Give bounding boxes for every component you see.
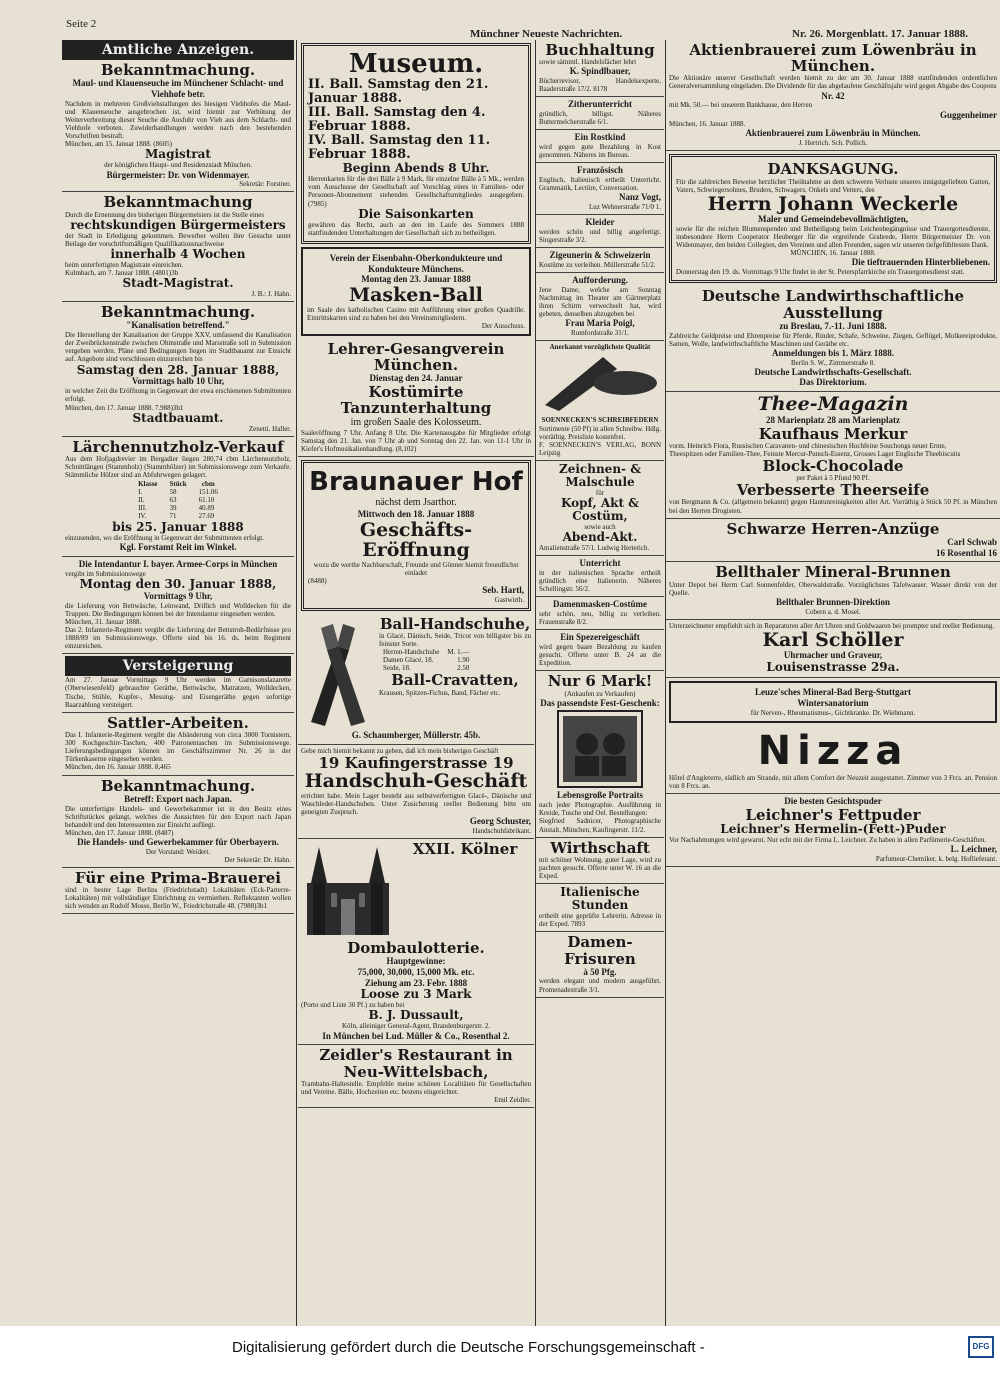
ad-title: Aufforderung. <box>572 275 628 286</box>
ad-subject: Kopf, Akt & Costüm, <box>561 496 639 523</box>
ad-signature: Bellthaler Brunnen-Direktion <box>776 596 890 607</box>
ad-signature: Seb. Hartl, <box>482 585 524 596</box>
ad-name: Carl Schwab <box>947 536 997 547</box>
table-cell: 40.89 <box>198 504 215 513</box>
ad-body: mit schöner Wohnung, guter Lage, wird zu pachten gesucht. Offerte unter W. 16 an die Exped. <box>539 855 661 881</box>
ad-loewenbraeu <box>666 40 1000 151</box>
column-classifieds <box>536 40 664 1326</box>
ad-date: Mittwoch den 18. Januar 1888 <box>357 508 475 519</box>
digitization-footer <box>0 1326 1000 1379</box>
ad-title: Anerkannt vorzüglichste Qualität <box>549 343 651 352</box>
notice-mayor <box>62 192 294 302</box>
ad-signature: Handschuhfabrikant. <box>472 826 531 835</box>
ad-title: Zigeunerin & Schweizerin <box>549 250 651 261</box>
notice-subject: "Kanalisation betreffend." <box>126 320 230 331</box>
ad-title: Bellthaler Mineral-Brunnen <box>715 563 951 582</box>
ad-title: Italienische Stunden <box>560 885 640 913</box>
cathedral-illustration <box>303 843 393 938</box>
ad-date: Dienstag den 24. Januar <box>369 373 463 384</box>
notice-canal <box>62 302 294 437</box>
page-number: Seite 2 <box>66 18 97 30</box>
notice-highlight: innerhalb 4 Wochen <box>110 246 246 261</box>
ad-title: Aktienbrauerei zum Löwenbräu in München. <box>689 41 977 76</box>
notice-body: Aus dem Hofjagdrevier im Bergadier liegen 280,74 cbm Lärchennutzholz, Schnittlängen (Stammholz) (Stammhölzer) im Submissionswege zum Verkaufe. Stämmliche Hölzer sind an Abfuhrwegen gelagert. <box>65 454 291 480</box>
ad-price: per Paket à 5 Pfund 90 Pf. <box>796 474 870 483</box>
notice-title: DANKSAGUNG. <box>767 160 899 179</box>
dfg-logo: DFG <box>968 1336 994 1358</box>
table-row <box>132 488 224 496</box>
notice-place: München, den 16. Januar 1888. 8,465 <box>65 763 171 772</box>
ad-address: Siegfried Sadnicer, Photographische Anstalt, München, Kaufingerstr. 11/2. <box>539 817 661 834</box>
notice-title: Lärchennutzholz-Verkauf <box>72 437 284 456</box>
ad-title: Ball-Cravatten, <box>391 671 519 690</box>
table-cell: 27.69 <box>198 512 215 521</box>
ad-glove-shop <box>298 745 534 839</box>
ad-body: wird gegen baare Bezahlung zu kaufen gesucht. Offerte unter B. 24 an die Expedition. <box>539 643 661 668</box>
column-rule <box>296 40 297 1326</box>
ad-body: Gebe mich hiemit bekannt zu geben, daß ich mein bisheriges Geschäft <box>301 746 499 755</box>
issue-info: Nr. 26. Morgenblatt. 17. Januar 1888. <box>792 28 968 40</box>
notice-body: sowie für die reichen Blumenspenden und Betheiligung beim Leichenbegängnisse und Trauergottesdienste, insbesondere Herrn Cooperator Heuberger für die ergreifende Grabrede, Herrn Bürgermeister Dr. von Widenmayer, den beiden Collegien, den Vereinen und allen Freunden, sagen wir unseren tiefgefühltesten Dank. <box>676 225 990 250</box>
ad-body: in Glacé, Dänisch, Seide, Tricot von billigster bis zu feinster Sorte. <box>379 632 531 649</box>
ad-title: Nur 6 Mark! <box>547 672 653 691</box>
ad-body: im Saale des katholischen Casino mit Aufführung einer großen Quadrille. Eintrittskarten sind zu haben bei den Vereinsmitgliedern. <box>307 305 525 322</box>
price-row <box>379 648 473 656</box>
notice-signature: Magistrat <box>145 147 211 162</box>
ad-title: Wirthschaft <box>550 838 650 857</box>
notice-body: Am 27. Januar Vormittags 9 Uhr werden im Garnisonslazarette (Oberwiesenfeld) gebrauchte Geräthe, Bettwäsche, Matratzen, Wolldecken, Tische, Stühle, Kupfer-, Messing- und Eisengeräthe gegen sofortige Baarzahlung versteigert. <box>65 676 291 709</box>
notice-body: Durch die Ernennung des bisherigen Bürgermeisters ist die Stelle eines <box>65 210 265 219</box>
ad-address: Berlin S. W., Zimmerstraße 8. <box>791 358 875 367</box>
ad-title: Nizza <box>757 727 909 774</box>
ad-body: wird gegen gute Bezahlung in Kost genommen. Näheres im Bureau. <box>539 143 661 160</box>
notice-time: Vormittags halb 10 Uhr, <box>131 376 225 387</box>
ad-subtitle: Wintersanatorium <box>797 697 869 708</box>
ad-title: Unterricht <box>579 558 621 569</box>
ad-price: à 50 Pfg. <box>583 966 617 977</box>
ad-agricultural-exhibition <box>666 286 1000 392</box>
ad-signature: Emil Zeidler. <box>494 1095 531 1104</box>
ad-body: werden schön und billig angefertigt. Singerstraße 3/2. <box>539 228 661 245</box>
notice-signature: Kgl. Forstamt Reit im Winkel. <box>119 542 237 553</box>
notice-body: Die unterfertigte Handels- und Gewerbekammer ist in den Besitz eines Schriftstückes gelangt, welches die Aussichten für den Export nach Japan behandelt und den Interessenten zur Einsicht aufliegt. <box>65 804 291 829</box>
notice-body: der Stadt in Erledigung gekommen. Bewerber wollen ihre Gesuche unter Beilage der vorschriftsmäßigen Qualifikationsnachweise <box>65 231 291 248</box>
ad-title: XXII. Kölner Dombaulotterie. <box>347 839 518 957</box>
ad-body: Kostüme zu verleihen. Müllerstraße 51/2. <box>539 261 656 270</box>
notice-signature: Der Sekretär: Dr. Hahn. <box>224 855 291 864</box>
ad-name: Nanz Vogt, <box>618 192 661 203</box>
notice-signature: Stadt-Magistrat. <box>122 276 234 291</box>
notice-signature: Die tieftrauernden Hinterbliebenen. <box>851 257 990 268</box>
price-item: Herren-Handschuhe <box>383 648 440 657</box>
notice-foot-mouth <box>62 60 294 192</box>
ad-address: Amalienstraße 57/1. Ludwig Herterich. <box>539 543 650 552</box>
price-value: M. 1.— <box>447 648 470 657</box>
ad-signature: J. Hertrich. Sch. Pollich. <box>798 139 868 148</box>
notice-date: Kulmbach, am 7. Januar 1888. (4801)3b <box>65 268 179 277</box>
price-item: Damen Glacé, 18. <box>383 656 434 665</box>
ad-body: Bücherrevisor, Handelsexperte, Baaderstraße 17/2. 8178 <box>539 77 661 94</box>
notice-subject: Maul- und Klauenseuche im Münchener Schlacht- und Viehhofe betr. <box>72 78 284 99</box>
ad-umbrella-notice <box>536 273 664 341</box>
price-value: 2.50 <box>457 664 470 673</box>
notice-signature: Stadtbauamt. <box>132 410 224 425</box>
ad-body: in der italienischen Sprache ertheilt gründlich eine Italienerin. Näheres Schellingstr. 56/2. <box>539 568 661 594</box>
ad-title: Zeichnen- & Malschule <box>558 461 642 489</box>
ad-signature: Gastwirth. <box>494 595 524 604</box>
ad-title: Deutsche Landwirthschaftliche Ausstellung <box>701 287 965 322</box>
ad-subtitle: zu Breslau, 7.-11. Juni 1888. <box>779 320 887 331</box>
ad-title: Damenmasken-Costüme <box>553 599 647 610</box>
price-value: 1.90 <box>457 656 470 665</box>
ad-body: Theespitzen oder Familien-Thee, Feinste Mercur-Punsch-Essenz, Grosses Lager Englische Theebiscuits <box>669 449 961 458</box>
price-item: Seide, 18. <box>383 664 411 673</box>
ad-place: im großen Saale des Kolosseum. <box>350 416 482 428</box>
ad-ref: (8488) <box>308 576 327 585</box>
table-row <box>132 480 224 488</box>
ad-date: Montag den 23. Januar 1888 <box>361 274 471 285</box>
ad-title: Thee-Magazin <box>757 393 909 416</box>
ad-tea-shop <box>666 392 1000 518</box>
notice-body: Nachdem in mehreren Großviehstallungen des hiesigen Viehhofes die Maul- und Klauenseuche ausgebrochen ist, wird hiemit zur Verhütung der Weiterverbreitung dieser Seuche die Ausfuhr von Vieh aus dem Schlacht- und Viehhofe verboten. Zuwiderhandlungen werden nach den bestehenden Vorschriften bestraft. <box>65 99 291 141</box>
notice-title: Versteigerung <box>65 656 291 676</box>
ad-title: Buchhaltung <box>545 41 655 59</box>
ad-title: Ein Rostkind <box>574 132 626 143</box>
ad-ball-gloves <box>298 614 534 745</box>
notice-title: Bekanntmachung. <box>100 61 256 79</box>
ad-address: Louisenstrasse 29a. <box>766 660 900 675</box>
ad-soennecken-pens <box>536 341 664 461</box>
ad-body: errichtet habe. Mein Lager besteht aus selbstverfertigten Glacé-, Dänische und Waschleder-Handschuhen. Unter Zusicherung reeller Bedienung bitte um geneigten Zuspruch. <box>301 791 531 816</box>
notice-title: Bekanntmachung. <box>100 776 256 795</box>
price-row <box>379 656 473 664</box>
ad-nizza-hotel <box>666 726 1000 794</box>
ad-address: Luz Wehnerstraße 71/0 1. <box>588 203 661 212</box>
notice-larch-timber <box>62 437 294 557</box>
ad-museum <box>301 43 531 244</box>
ad-place: München, 16. Januar 1888. <box>669 120 746 129</box>
table-cell: I. <box>138 488 143 497</box>
notice-place: München, den 17. Januar 1888. (8487) <box>65 828 174 837</box>
ad-subtitle: (Ankaufen zu Verkaufen) <box>564 689 636 698</box>
ad-title: Verein der Eisenbahn-Oberkondukteure und Kondukteure Münchens. <box>329 252 503 274</box>
ad-address: 16 Rosenthal 16 <box>935 547 997 558</box>
notice-title: Die Intendantur I. bayer. Armee-Corps in München <box>78 559 278 570</box>
ad-ladies-costumes <box>536 597 664 630</box>
ball-date: IV. Ball. Samstag den 11. Februar 1888. <box>308 133 491 163</box>
notice-highlight: rechtskundigen Bürgermeisters <box>70 217 286 232</box>
table-cell: 71 <box>169 512 177 521</box>
notice-body: die Lieferung von Bettwäsche, Leinwand, Drillich und Wolldecken für die Truppen. Die Bedingungen können bei der Intendantur eingesehen werden. <box>65 601 291 618</box>
ad-event: Kostümirte Tanzunterhaltung <box>340 383 492 418</box>
column-commercial <box>666 40 1000 1326</box>
notice-body: vergibt im Submissionswege <box>65 569 146 578</box>
ad-subtitle: Hauptgewinne: <box>386 956 446 967</box>
notice-signature: Die Handels- und Gewerbekammer für Oberbayern. <box>77 836 279 847</box>
ad-railway-ball <box>301 247 531 336</box>
ad-seller: B. J. Dussault, <box>368 1008 464 1023</box>
ad-zither <box>536 97 664 130</box>
ad-body: Sortimente (50 Pf) in allen Schreibw. Hdlg. vorräthig. Preisliste kostenfrei. <box>539 424 661 441</box>
ad-signature: G. Schaumberger, Müllerstr. 45b. <box>351 730 481 740</box>
ad-art-school <box>536 461 664 556</box>
ad-title: Schwarze Herren-Anzüge <box>726 519 940 538</box>
notice-saddler <box>62 713 294 776</box>
ad-body: mit Mk. 50.— bei unserem Bankhause, den Herren <box>669 101 813 110</box>
table-row <box>132 504 224 512</box>
ad-body: Vor Nachahmungen wird gewarnt. Nur echt mit der Firma L. Leichner. Zu haben in allen Parfümerie-Geschäften. <box>669 836 987 845</box>
ad-address: Köln, alleiniger General-Agent, Brandenburgerstr. 2. <box>342 1022 490 1031</box>
table-row <box>132 512 224 520</box>
ad-body: nach jeder Photographie. Ausführung in Kreide, Tusche und Oel. Bestellungen: <box>539 801 661 818</box>
ad-subject: Abend-Akt. <box>562 530 638 545</box>
notice-thanks <box>669 154 997 283</box>
ad-subtitle: Uhrmacher und Graveur, <box>783 650 883 661</box>
ad-italian-hours <box>536 884 664 932</box>
notice-body: in welcher Zeit die Eröffnung in Gegenwart der etwa erschienenen Submittenten erfolgt. <box>65 387 291 404</box>
notice-body: Das I. Infanterie-Regiment vergibt die Abänderung von circa 3000 Tornistern, 300 Kochgeschirr-Taschen, 400 Patronentaschen im Submissionswege. Lieferungsbedingungen können im Geschäftszimmer Nr. 26 in der Türkenkaserne eingesehen werden. <box>65 730 291 764</box>
ad-product: Leichner's Hermelin-(Fett-)Puder <box>720 822 946 837</box>
notice-deadline: bis 25. Januar 1888 <box>112 520 244 535</box>
table-cell: II. <box>138 496 145 505</box>
ad-body: Zahlreiche Geldpreise und Ehrenpreise für Pferde, Rinder, Schafe, Schweine, Ziegen, Geflügel, Molkereiprodukte, Samen, Wolle, landwirthschaftliche Maschinen und Geräthe etc. <box>669 331 997 348</box>
ad-body: Saaleröffnung 7 Uhr. Anfang 8 Uhr. Die Kartenausgabe für Mitglieder erfolgt Samstag den 21. Jan. von 7 Uhr ab und Sonntag den 22. Jan. von 11-1 Uhr in Kiefer's Hofmusikalienhandlung. (8,102) <box>301 428 531 453</box>
notice-title: Bekanntmachung. <box>100 303 256 322</box>
ad-body: Unter Depot bei Herrn Carl Sonnenfelder, Oberwaldstraße. Vorzüglichstes Tafelwasser. Wasser direkt von der Quelle. <box>669 580 997 597</box>
notice-time: Vormittags 9 Uhr, <box>143 590 213 601</box>
ad-braunauer-hof <box>301 460 531 611</box>
ad-face-powder <box>666 794 1000 867</box>
table-cell: cbm <box>201 480 215 489</box>
page-header <box>0 0 1000 40</box>
notice-footnote: Donnerstag den 19. ds. Vormittags 9 Uhr findet in der St. Peterspfarrkirche ein Trauergottesdienst statt. <box>676 268 965 277</box>
ball-date: III. Ball. Samstag den 4. Februar 1888. <box>308 105 486 135</box>
ad-body: von Bergmann & Co. (allgemein bekannt) gegen Hautunreinigkeiten aller Art. Vorräthig à Stück 50 Pf. in München bei den Herren Drogisten. <box>669 498 997 515</box>
ad-signature: Der Ausschuss. <box>481 321 525 330</box>
table-cell: 58 <box>169 488 177 497</box>
column-events <box>298 40 534 1326</box>
ad-body: Die Aktionäre unserer Gesellschaft werden hiemit zu der am 30. Januar 1888 stattfindenden ordentlichen Generalversammlung eingeladen. Die Dividende für das abgelaufene Geschäftsjahr wird gegen Abgabe des Coupons <box>669 74 997 91</box>
portrait-illustration <box>557 710 643 788</box>
ad-highlight: Die Saisonkarten <box>358 206 474 221</box>
ball-date: II. Ball. Samstag den 21. Januar 1888. <box>308 77 489 107</box>
ad-title: Lehrer-Gesangverein München. <box>327 340 505 375</box>
table-cell: 63 <box>169 496 177 505</box>
ad-brewery-premises <box>62 868 294 915</box>
ad-body: gewähren das Recht, auch an den im Laufe des Sommers 1888 stattfindenden Unterhaltungen der Gesellschaft sich zu betheiligen. <box>308 220 524 237</box>
ad-title: Museum. <box>348 49 484 79</box>
ad-signature: Georg Schuster, <box>469 815 531 826</box>
ad-teacher-choir <box>298 339 534 457</box>
notice-occupation: Maler und Gemeindebevollmächtigten, <box>757 214 909 225</box>
ad-portraits <box>536 671 664 837</box>
ad-name: Frau Maria Poigl, <box>565 318 635 329</box>
ad-price: Loose zu 3 Mark <box>360 987 472 1002</box>
ad-body: gründlich, billigst. Näheres Buttermelcherstraße 6/1. <box>539 110 661 127</box>
notice-date: München, am 15. Januar 1888. (8605) <box>65 140 172 149</box>
ad-title: Leuze'sches Mineral-Bad Berg-Stuttgart <box>755 687 911 698</box>
ad-tavern <box>536 838 664 885</box>
ad-italian-lesson <box>536 556 664 597</box>
notice-title: Bekanntmachung <box>103 193 253 212</box>
ad-title: Handschuh-Geschäft <box>304 770 528 793</box>
table-row <box>132 496 224 504</box>
ad-body: Trambahn-Haltestelle. Empfehle meine schönen Localitäten für Gesellschaften und Vereine. Bälle, Hochzeiten etc. bestens eingerichtet. <box>301 1079 531 1096</box>
notice-date: Montag den 30. Januar 1888, <box>79 576 277 591</box>
ad-title: Französisch <box>577 165 623 176</box>
ad-foster-child <box>536 130 664 163</box>
ad-body: Herrenkarten für die drei Bälle à 9 Mark, für einzelne Bälle à 5 Mk., werden vom Ausschusse der Gesellschaft auf Vorschlag eines in Familien- oder Personen-Abonnement stehenden Gesellschaftsmitgliedes ausgegeben. (7985) <box>308 175 524 208</box>
notice-subject: Betreff: Export nach Japan. <box>124 793 232 804</box>
ad-zeidler-restaurant <box>298 1045 534 1108</box>
ad-signature: Deutsche Landwirthschafts-Gesellschaft. <box>754 366 912 377</box>
column-official-notices <box>62 40 294 1326</box>
notice-name: Herrn Johann Weckerle <box>707 192 959 215</box>
notice-body: beim unterfertigten Magistrate einreichen. <box>65 260 184 269</box>
notice-body: Für die zahlreichen Beweise herzlicher Theilnahme an dem schweren Verluste unseres innigstgeliebten Gatten, Vaters, Schwiegersohnes, Bruders, Schwagers, Onkels und Vetters, des <box>676 177 990 194</box>
footer-credit: Digitalisierung gefördert durch die Deutsche Forschungsgemeinschaft - <box>232 1339 705 1356</box>
ball-list <box>308 78 524 162</box>
ad-body: Lebensgroße Portraits <box>556 790 644 801</box>
notice-auction <box>62 654 294 712</box>
ad-title: Kleider <box>585 217 615 228</box>
ad-brand: SOENNECKEN'S SCHREIBFEDERN <box>541 416 659 425</box>
ad-product: Leichner's Fettpuder <box>745 805 921 824</box>
notice-signature: Bürgermeister: Dr. von Widenmayer. <box>106 169 250 180</box>
ad-title: Damen-Frisuren <box>564 933 636 968</box>
ad-dresses <box>536 215 664 248</box>
notice-place: München, 31. Januar 1888. <box>65 617 142 626</box>
notice-body: Die Herstellung der Kanalisation der Gruppe XXV, umfassend die Kanalisation der Zweibrückenstraße zwischen Ohmstraße und Marsstraße soll in Submission vergeben werden. Pläne und Bedingungen liegen im Stadtbauamt zur Einsicht auf. Angebote sind verschlossen einzureichen bis <box>65 331 291 364</box>
pen-nib-illustration <box>539 351 661 411</box>
ad-title: Braunauer Hof <box>309 466 523 497</box>
ad-signature: L. Leichner, <box>950 844 997 855</box>
table-cell: III. <box>138 504 147 513</box>
ad-product: Verbesserte Theerseife <box>736 481 930 500</box>
ad-event: Masken-Ball <box>349 284 483 307</box>
glove-price-table <box>379 648 473 672</box>
ad-bookkeeping <box>536 40 664 97</box>
ad-address: Cobern a. d. Mosel. <box>805 607 861 616</box>
ad-title: Für eine Prima-Brauerei <box>75 868 281 887</box>
ad-body: sehr schön, neu, billig zu verleihen. Frauenstraße 8/2. <box>539 610 661 627</box>
ad-body: sind in bester Lage Berlins (Friedrichstadt) Lokalitäten (Eck-Parterre-Lokalitäten) mit vollständiger Einrichtung zu vermiethen. Reflektanten wollen sich wenden an Rudolf Mosse, Berlin W., Friedrichstraße 48. (7988)3b1 <box>65 886 291 911</box>
ad-watchmaker <box>666 620 1000 678</box>
ad-body: Englisch, Italienisch ertheilt Unterricht. Grammatik, Lectüre, Conversation. <box>539 176 661 193</box>
notice-place: München, den 17. Januar 1888. 7.988)3b1 <box>65 403 184 412</box>
notice-title: Sattler-Arbeiten. <box>107 713 249 732</box>
ad-address: F. SOENNECKEN'S VERLAG, BONN Leipzig <box>539 440 661 457</box>
ad-cologne-lottery <box>298 839 534 1046</box>
ad-body: vorm. Heinrich Flora, Russischen Caravanen- und chinesischen Hochfeine Souchongs neuer Ernte, <box>669 441 947 450</box>
notice-signature: J. B.: J. Hahn. <box>251 290 291 298</box>
masthead: Münchner Neueste Nachrichten. <box>470 28 623 40</box>
ad-body: sowie sämmtl. Handelsfächer lehrt <box>539 58 637 67</box>
ad-prizes: 75,000, 30,000, 15,000 Mk. etc. <box>357 966 475 977</box>
ad-mens-suits <box>666 519 1000 563</box>
ad-body: Krausen, Spitzen-Fichus, Band, Fächer etc. <box>379 688 501 697</box>
ad-spa <box>669 681 997 723</box>
ad-body: ertheilt eine geprüfte Lehrerin. Adresse in der Exped. 7893 <box>539 912 661 929</box>
notice-japan-export <box>62 776 294 868</box>
ad-address: In München bei Lud. Müller & Co., Rosenthal 2. <box>322 1030 510 1041</box>
ad-body: für Nerven-, Rheumatismus-, Gichtkranke. Dr. Wiebmann. <box>750 708 916 717</box>
notice-signature: der königlichen Haupt- und Residenzstadt München. <box>104 161 252 170</box>
table-cell: Stück <box>169 480 187 489</box>
section-band: Amtliche Anzeigen. <box>62 40 294 60</box>
ad-body: Das passendste Fest-Geschenk: <box>540 697 660 708</box>
notice-intendantur <box>62 557 294 654</box>
table-cell: 61.10 <box>198 496 215 505</box>
ad-product: Block-Chocolade <box>762 456 904 475</box>
ad-highlight: Nr. 42 <box>821 90 845 101</box>
ad-french-lessons <box>536 163 664 215</box>
ad-body: wozu die werthe Nachbarschaft, Freunde und Gönner hiemit freundlichst einladet <box>313 560 519 577</box>
ad-signature: Aktienbrauerei zum Löwenbräu in München. <box>745 128 921 139</box>
table-cell: Klasse <box>138 480 158 489</box>
ad-subtitle: nächst dem Jsarthor. <box>375 496 457 508</box>
ad-body: Jene Dame, welche am Sonntag Nachmittag im Theater am Gärtnerplatz ihren Schirm verwechselt hat, wird gebeten, denselben abzugeben bei <box>539 285 661 319</box>
ad-body: für <box>595 488 605 497</box>
ad-title: Karl Schöller <box>762 628 904 651</box>
notice-body: einzusenden, wo die Eröffnung in Gegenwart der Submittenten erfolgt. <box>65 534 264 543</box>
notice-signature: Zenetti. Haller. <box>248 424 291 433</box>
ad-title: Zitherunterricht <box>568 99 632 110</box>
notice-signature: Der Vorstand: Weidert. <box>145 847 211 856</box>
ad-title: Zeidler's Restaurant in Neu-Wittelsbach, <box>319 1046 513 1081</box>
timber-table <box>132 480 224 520</box>
ad-mineral-water <box>666 562 1000 619</box>
ad-body: Hôtel d'Angleterre, südlich am Strande, mit allem Comfort der Neuzeit ausgestattet. Zimmer von 3 Frcs. an. Pension von 8 Frcs. an. <box>669 773 997 790</box>
ad-draw-date: Ziehung am 23. Febr. 1888 <box>364 977 468 988</box>
notice-signature: Sekretär: Forstner. <box>239 180 291 189</box>
ad-signature: Parfumeur-Chemiker, k. belg. Hoflieferant. <box>875 854 997 863</box>
ad-deadline: Anmeldungen bis 1. März 1888. <box>771 347 894 358</box>
ad-body: werden elegant und modern ausgeführt. Promenadestraße 3/1. <box>539 977 661 994</box>
ad-name: K. Spindlbauer, <box>569 66 631 77</box>
table-cell: 151.06 <box>198 488 218 497</box>
ad-event: Geschäfts-Eröffnung <box>359 518 473 562</box>
ad-signature: Das Direktorium. <box>799 377 867 388</box>
ad-body: Unterzeichneter empfiehlt sich in Reparaturen aller Art Uhren und Goldwaaren bei prompter und reeller Bedienung. <box>669 621 995 630</box>
ad-hairdressing <box>536 932 664 997</box>
ad-title: Ball-Handschuhe, <box>379 615 531 633</box>
ad-shop-name: Kaufhaus Merkur <box>758 424 908 443</box>
ad-body: (Porto und Liste 30 Pf.) zu haben bei <box>301 1001 405 1010</box>
ad-title: Die besten Gesichtspuder <box>784 796 882 807</box>
ad-grocery <box>536 630 664 671</box>
notice-date: Samstag den 28. Januar 1888, <box>76 362 280 377</box>
ad-bank: Guggenheimer <box>940 109 997 120</box>
table-cell: 39 <box>169 504 177 513</box>
ad-address: 19 Kaufingerstrasse 19 <box>318 753 514 772</box>
notice-place: MÜNCHEN, 16. Januar 1888. <box>790 249 876 258</box>
ad-costumes <box>536 248 664 273</box>
ad-body: sowie auch <box>584 522 616 531</box>
ad-time: Beginn Abends 8 Uhr. <box>342 161 490 176</box>
ad-address: Rumfordstraße 31/1. <box>571 329 629 338</box>
glove-illustration <box>303 618 373 728</box>
ad-address: 28 Marienplatz 28 am Marienplatz <box>766 414 900 425</box>
table-cell: IV. <box>138 512 147 521</box>
ad-title: Ein Spezereigeschäft <box>560 632 640 643</box>
notice-body: Das 2. Infanterie-Regiment vergibt die Lieferung der Bettstroh-Bedürfnisse pro 1888/89 im Submissionswege. Offerte sind bis 16. ds. beim Regiment einzureichen. <box>65 626 291 651</box>
